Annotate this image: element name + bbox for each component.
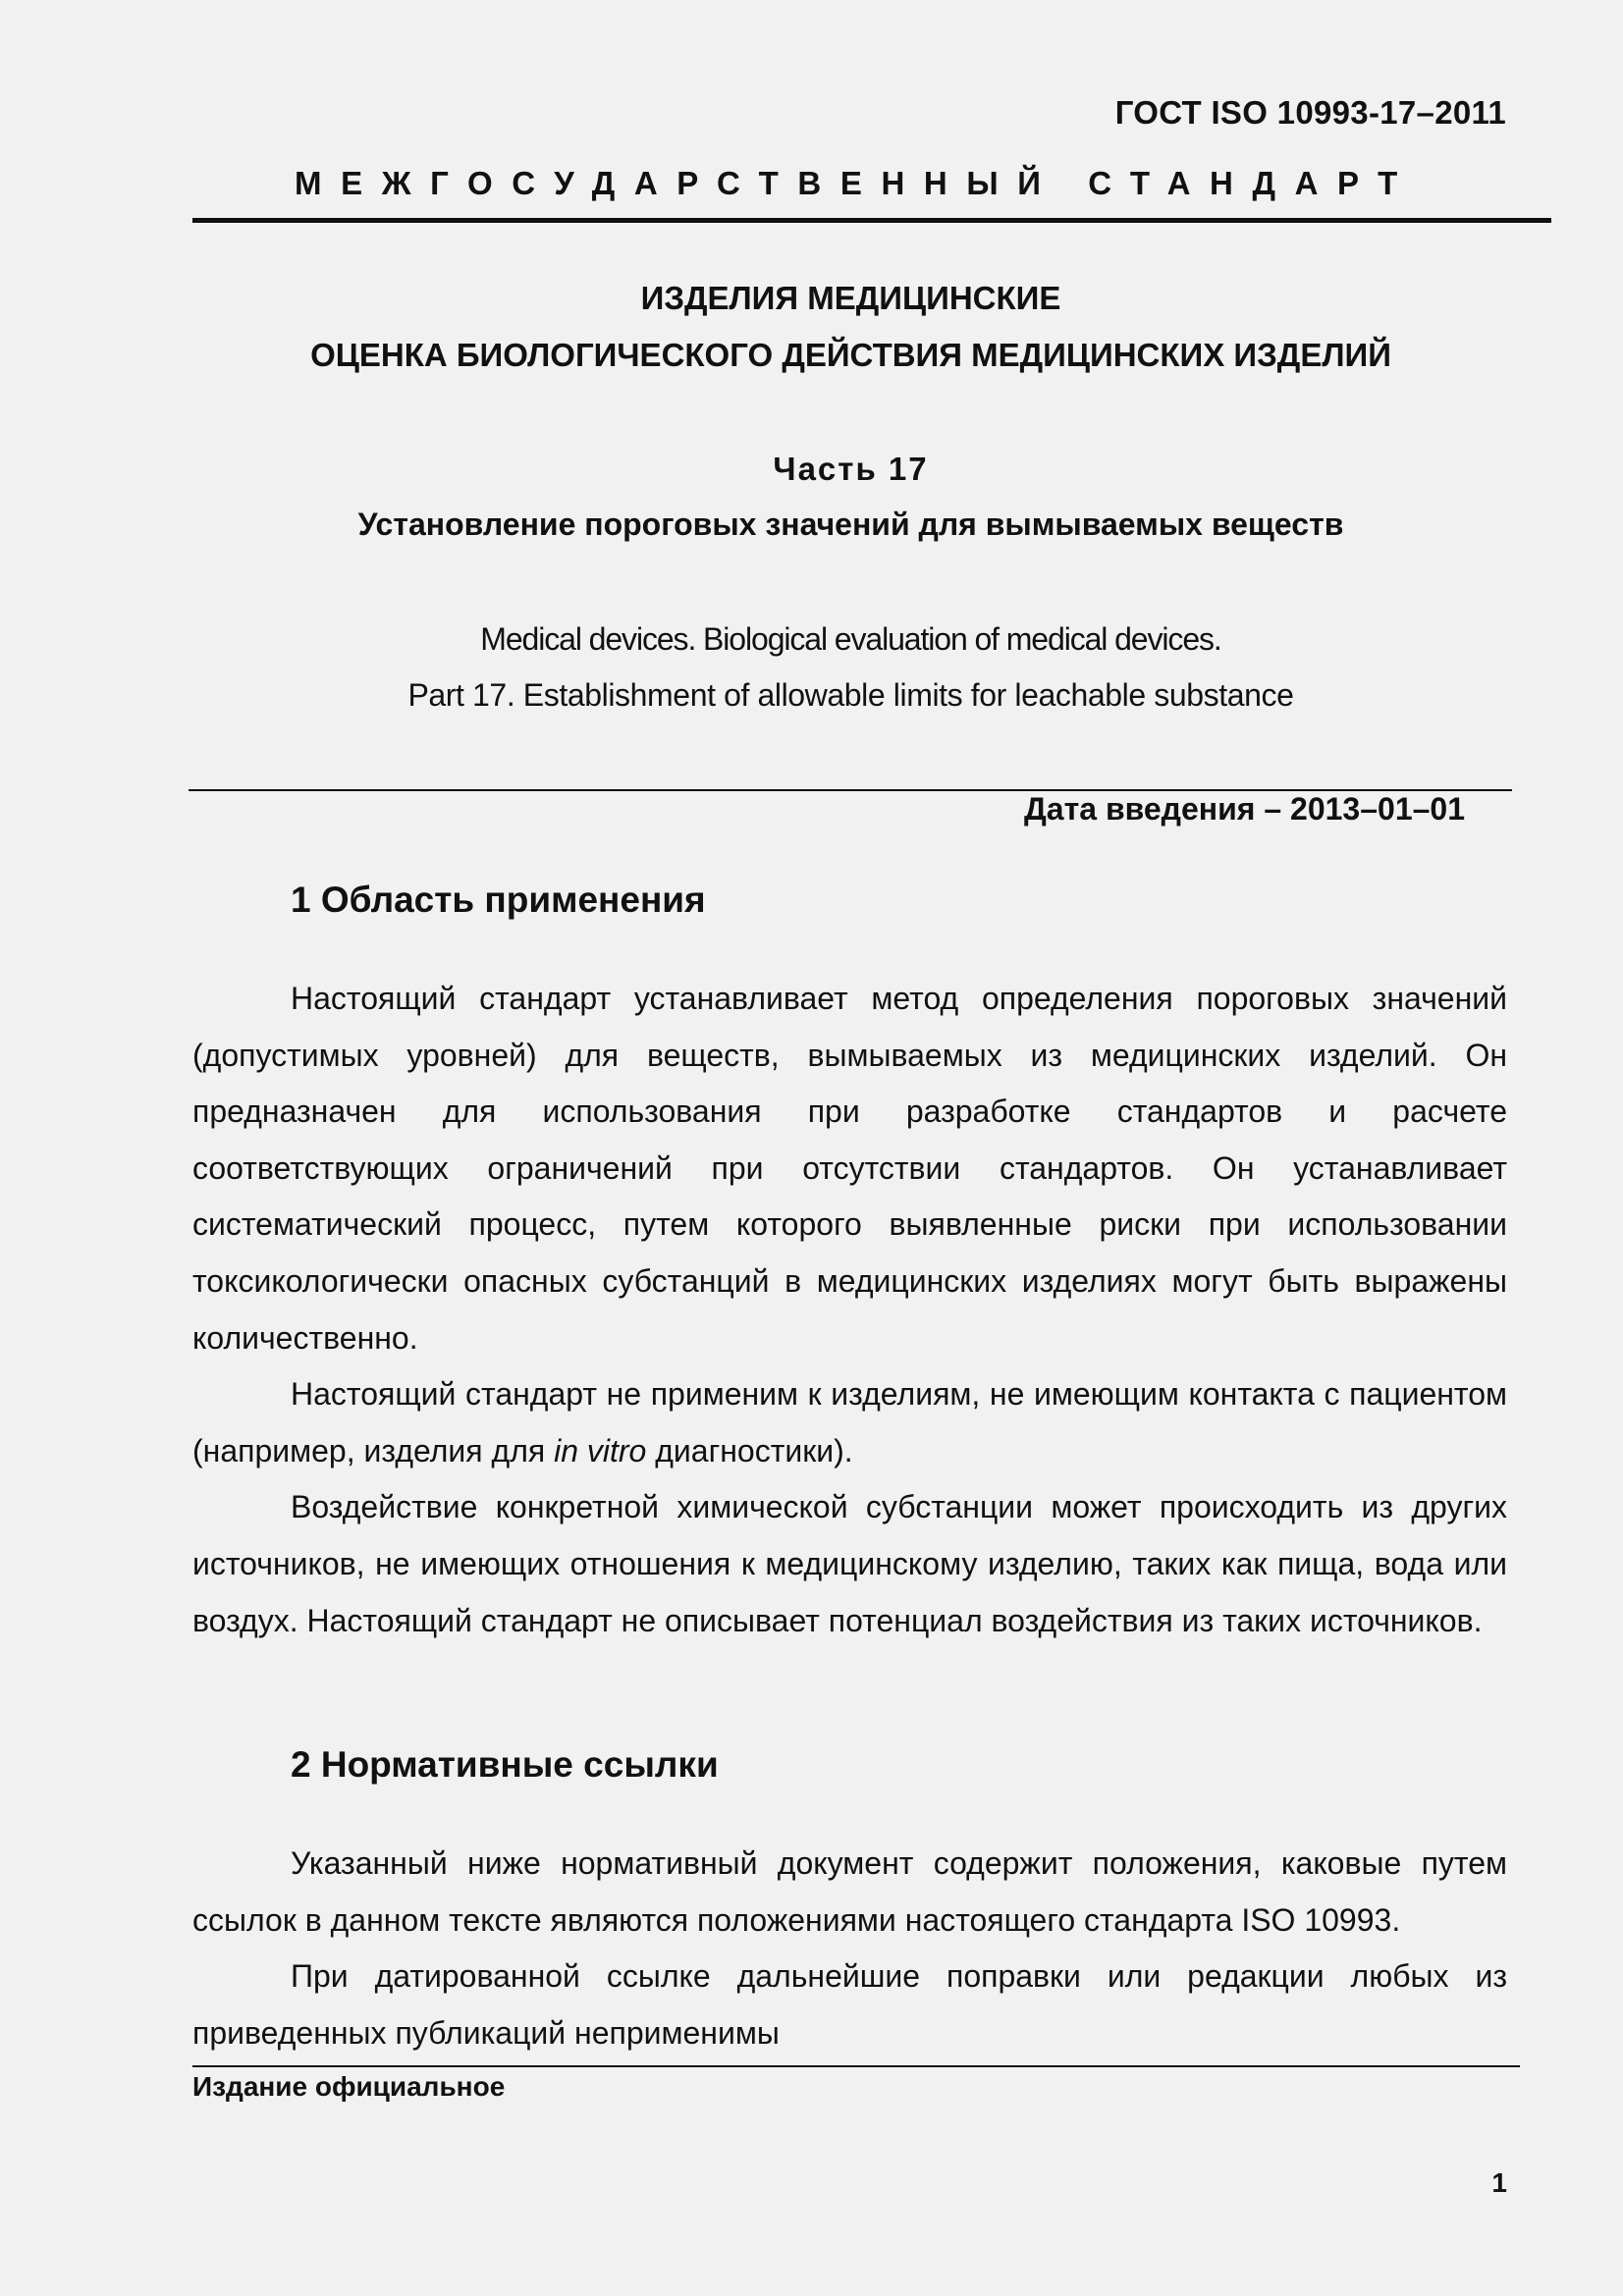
- section-2-heading: 2 Нормативные ссылки: [291, 1744, 719, 1785]
- part-subtitle: Установление пороговых значений для вымываемых веществ: [357, 507, 1344, 542]
- standard-type-heading: МЕЖГОСУДАРСТВЕННЫЙ СТАНДАРТ: [295, 165, 1417, 201]
- paragraph-text: Настоящий стандарт не применим к изделиям, не имеющим контакта с пациентом (например, изделия для: [192, 1376, 1507, 1468]
- english-title-line-2: Part 17. Establishment of allowable limits for leachable substance: [407, 677, 1294, 713]
- section-1-body: [192, 971, 1507, 1649]
- introduction-date: Дата введения – 2013–01–01: [1024, 791, 1465, 827]
- header-rule: [192, 218, 1551, 223]
- section-1-heading: 1 Область применения: [291, 880, 706, 920]
- english-title-line-1: Medical devices. Biological evaluation of medical devices.: [480, 621, 1221, 657]
- document-code: ГОСТ ISO 10993-17–2011: [1114, 94, 1506, 131]
- section-2-paragraph-1: Указанный ниже нормативный документ содержит положения, каковые путем ссылок в данном тексте являются положениями настоящего стандарта ISO 10993.: [192, 1845, 1507, 1938]
- section-1-paragraph-3: Воздействие конкретной химической субстанции может происходить из других источников, не имеющих отношения к медицинскому изделию, таких как пища, вода или воздух. Настоящий стандарт не описывает потенциал воздействия из таких источников.: [192, 1489, 1507, 1638]
- section-2-paragraph-2: При датированной ссылке дальнейшие поправки или редакции любых из приведенных публикаций неприменимы: [192, 1958, 1507, 2051]
- section-1-paragraph-1: Настоящий стандарт устанавливает метод определения пороговых значений (допустимых уровней) для веществ, вымываемых из медицинских изделий. Он предназначен для использования при разработке стандартов и расчете соответствующих ограничений при отсутствии стандартов. Он устанавливает систематический процесс, путем которого выявленные риски при использовании токсикологически опасных субстанций в медицинских изделиях могут быть выражены количественно.: [192, 981, 1507, 1356]
- title-line-1: ИЗДЕЛИЯ МЕДИЦИНСКИЕ: [640, 280, 1061, 316]
- section-2-body: [192, 1836, 1507, 2061]
- paragraph-text: диагностики).: [646, 1432, 853, 1468]
- title-line-2: ОЦЕНКА БИОЛОГИЧЕСКОГО ДЕЙСТВИЯ МЕДИЦИНСКИХ ИЗДЕЛИЙ: [310, 337, 1391, 373]
- edition-label: Издание официальное: [192, 2071, 506, 2102]
- section-1-paragraph-2: [192, 1366, 1507, 1479]
- footer-rule: [192, 2065, 1520, 2067]
- page-number: 1: [1491, 2167, 1507, 2198]
- italic-term: in vitro: [554, 1432, 647, 1468]
- part-number: Часть 17: [773, 451, 929, 487]
